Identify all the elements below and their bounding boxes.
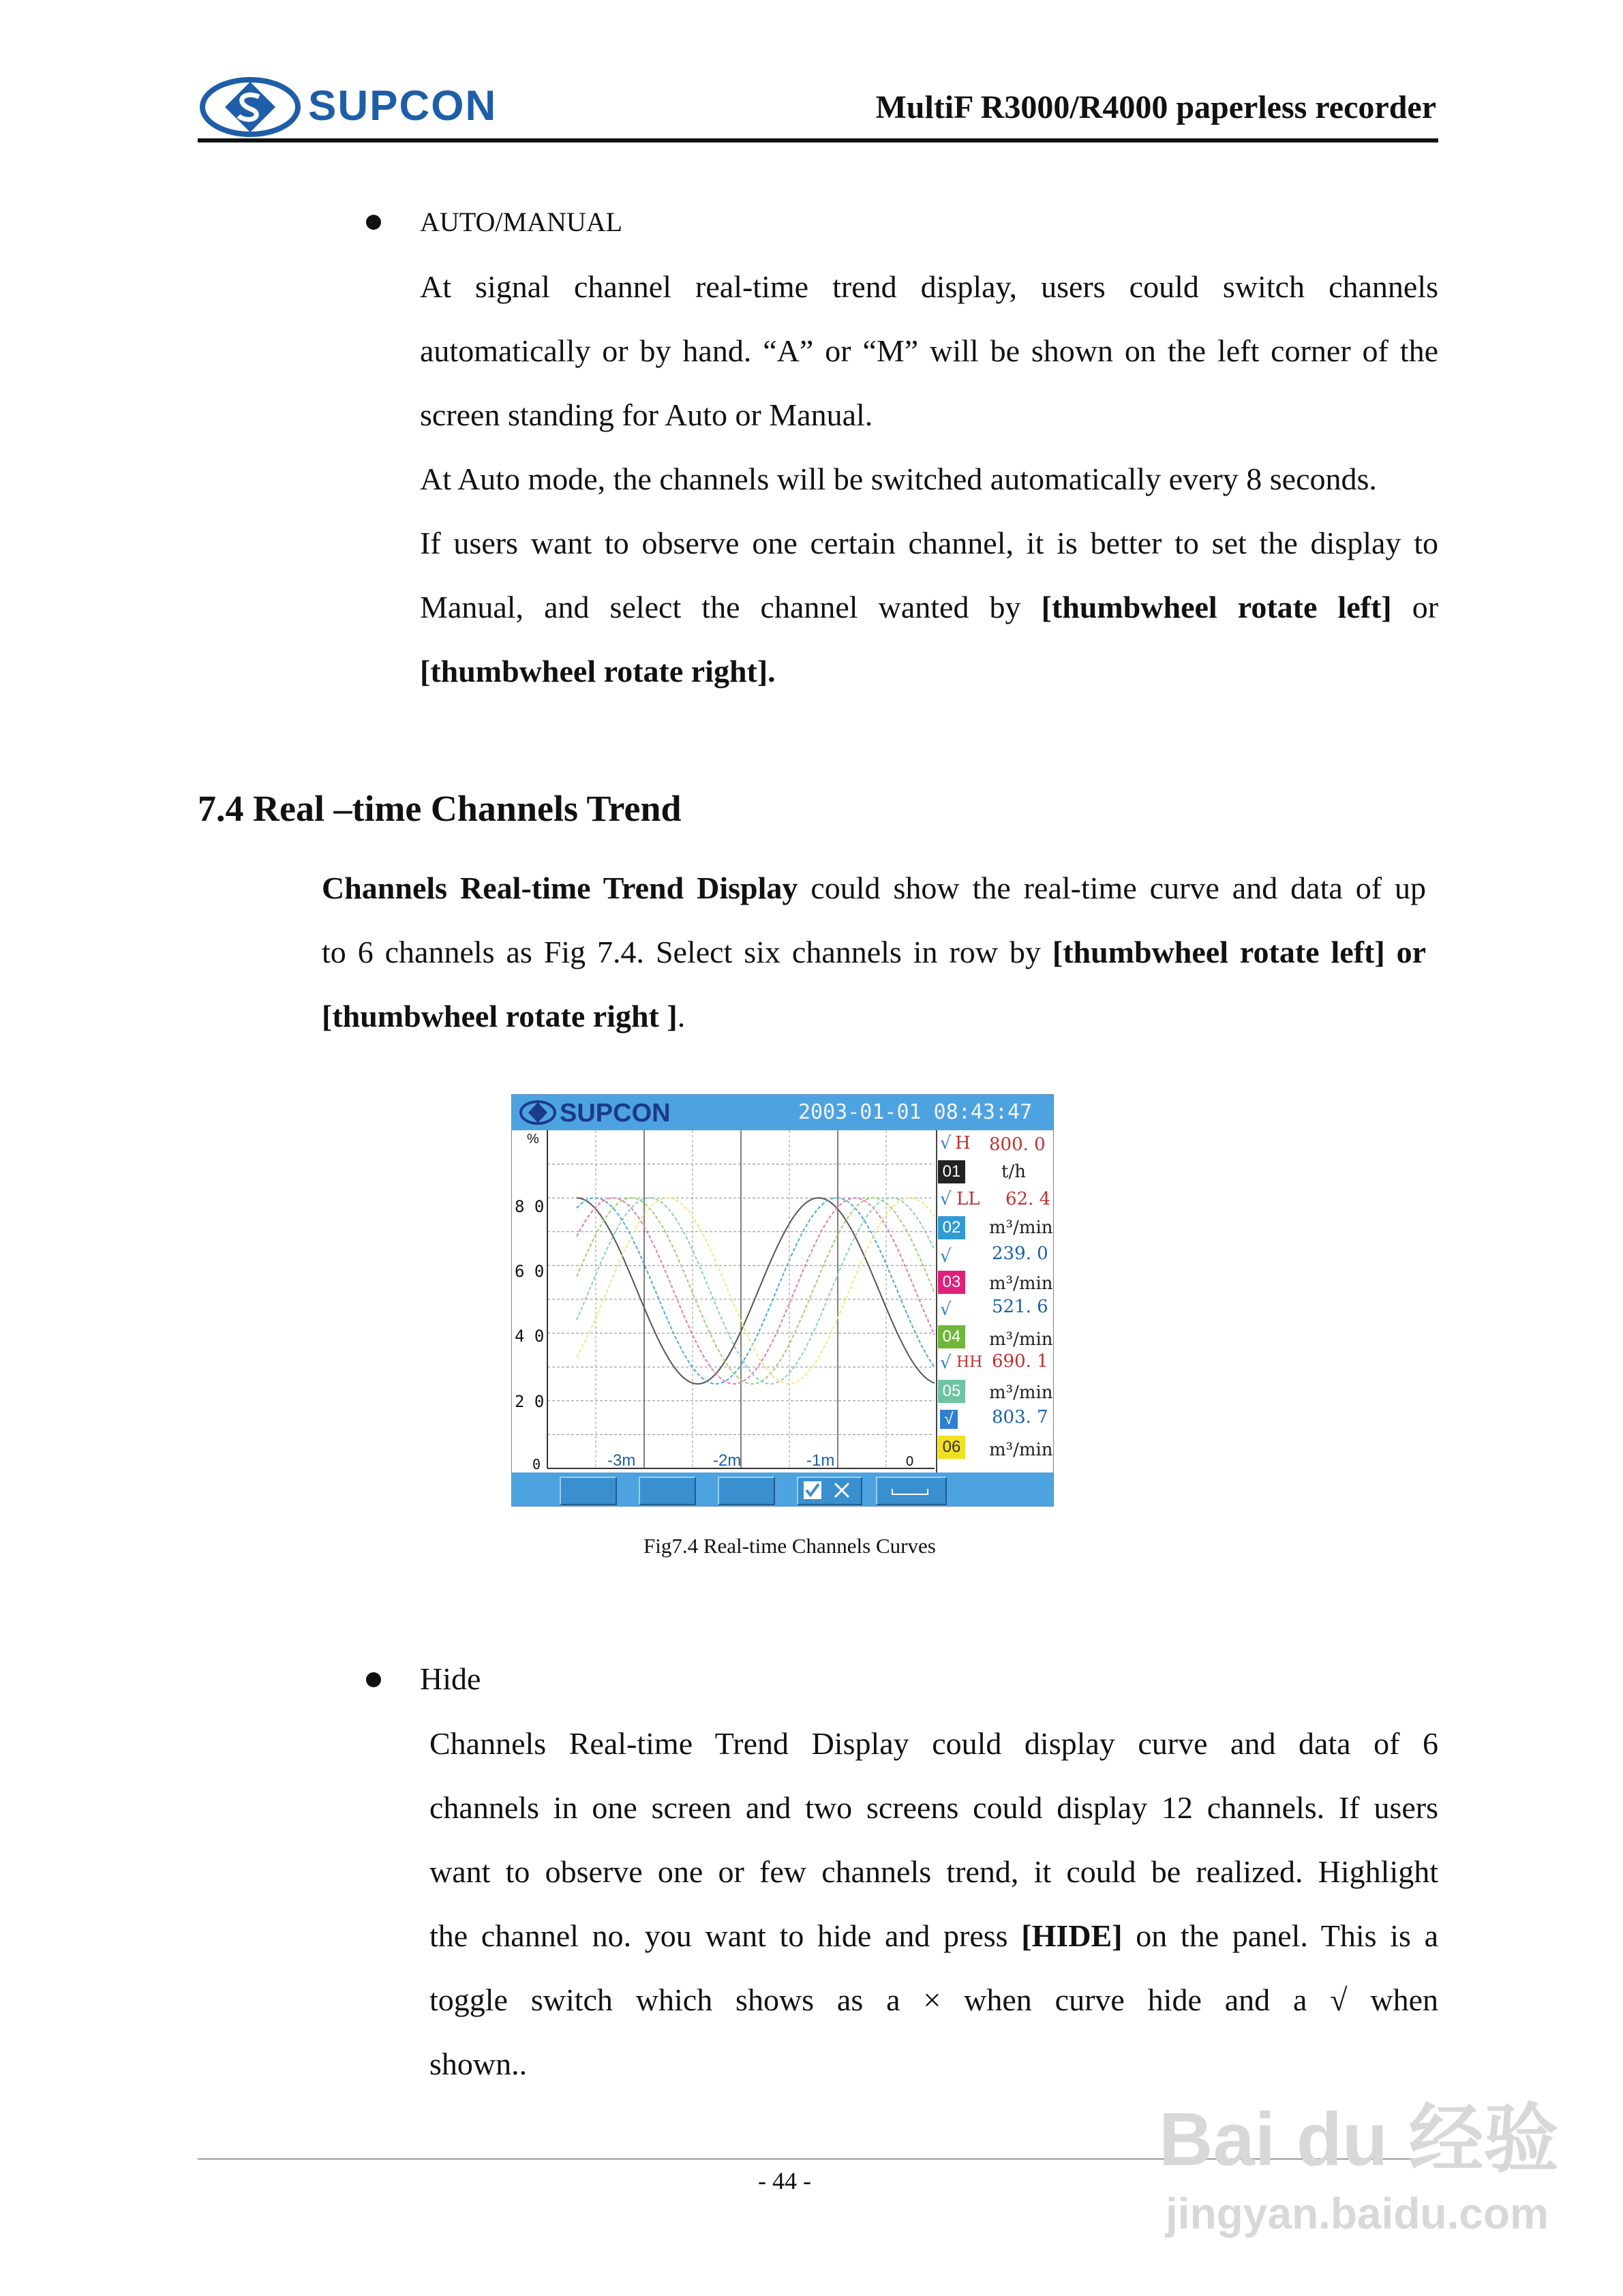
section-body (322, 856, 1426, 1048)
recorder-screen-figure (511, 1094, 1054, 1507)
channel-value: 521. 6 (992, 1297, 1048, 1317)
paragraph-line: channels in one screen and two screens could display 12 channels. If users (429, 1790, 1438, 1825)
channel-value: 690. 1 (992, 1351, 1048, 1372)
channel-number: 04 (938, 1325, 965, 1348)
channel-check: √ (940, 1299, 952, 1320)
hide-heading: Hide (420, 1661, 481, 1696)
softkey-button[interactable] (560, 1477, 617, 1505)
paragraph-line (420, 575, 1438, 639)
paragraph-line (322, 984, 1426, 1048)
auto-manual-body (420, 255, 1438, 704)
y-tick-label: 6 0 (515, 1262, 545, 1281)
channel-alarm: HH (956, 1354, 983, 1371)
line-text: or (1412, 590, 1439, 624)
screen-datetime: 2003-01-01 08:43:47 (798, 1100, 1033, 1124)
channel-unit: m³/min (989, 1383, 1053, 1403)
page-icon (890, 1485, 930, 1498)
channel-check: √ (940, 1353, 952, 1373)
channel-number: 01 (938, 1160, 965, 1183)
checkbox-icon (802, 1480, 823, 1500)
channel-value: 239. 0 (992, 1243, 1048, 1264)
softkey-button[interactable] (876, 1477, 947, 1505)
line-text: could show the real-time curve and data of up (810, 871, 1427, 905)
channel-number: 05 (938, 1380, 965, 1403)
series-line-02 (577, 1198, 935, 1384)
watermark-url: jingyan.baidu.com (1166, 2189, 1549, 2238)
line-text: the channel no. you want to hide and press (429, 1918, 1008, 1953)
channel-check: √ (940, 1133, 952, 1153)
paragraph-line: At Auto mode, the channels will be switched automatically every 8 seconds. (420, 462, 1377, 496)
supcon-emblem-icon (199, 76, 301, 138)
figure-caption: Fig7.4 Real-time Channels Curves (643, 1534, 936, 1558)
paragraph-line: shown.. (429, 2046, 528, 2081)
y-unit-label: % (527, 1132, 539, 1147)
channel-check: √ (940, 1189, 952, 1209)
watermark-brand: Bai du 经验 (1159, 2098, 1559, 2181)
channel-alarm: LL (956, 1189, 980, 1209)
bold-command: [thumbwheel rotate left] or (1052, 935, 1426, 969)
channel-unit: m³/min (989, 1329, 1053, 1350)
bullet-dot (366, 1672, 381, 1687)
line-text: on the panel. This is a (1136, 1918, 1439, 1953)
channel-number: 02 (938, 1216, 965, 1239)
bold-command: [thumbwheel rotate left] (1041, 590, 1392, 624)
channel-check: √ (940, 1246, 952, 1267)
channel-unit: m³/min (989, 1218, 1053, 1238)
channel-number: 06 (938, 1436, 965, 1459)
line-text: to 6 channels as Fig 7.4. Select six channels in row by (322, 935, 1041, 969)
bold-command: [HIDE] (1021, 1918, 1123, 1953)
softkey-button[interactable] (718, 1477, 775, 1505)
page-number: - 44 - (758, 2167, 811, 2194)
y-tick-label: 8 0 (515, 1197, 545, 1216)
channel-value: 62. 4 (1005, 1189, 1051, 1209)
paragraph-line: If users want to observe one certain channel, it is better to set the display to (420, 526, 1438, 560)
section-heading: 7.4 Real –time Channels Trend (198, 788, 682, 829)
channel-unit: m³/min (989, 1273, 1053, 1294)
header-rule (198, 138, 1438, 142)
channel-value: 800. 0 (989, 1134, 1046, 1155)
y-tick-label: 0 (532, 1456, 541, 1472)
paragraph-line: want to observe one or few channels trend, it could be realized. Highlight (429, 1854, 1438, 1889)
paragraph-line: Channels Real-time Trend Display could display curve and data of 6 (429, 1726, 1438, 1761)
paragraph-line (322, 856, 1426, 920)
paragraph-line (322, 920, 1426, 984)
brand-name: SUPCON (308, 82, 498, 130)
paragraph-line: toggle switch which shows as a × when curve hide and a √ when (429, 1982, 1438, 2017)
bold-command: [thumbwheel rotate right]. (420, 654, 776, 689)
y-tick-label: 4 0 (515, 1327, 545, 1346)
channel-unit: t/h (1001, 1162, 1026, 1182)
series-line-06 (577, 1198, 935, 1384)
paragraph-line: screen standing for Auto or Manual. (420, 397, 873, 432)
paragraph-line (429, 1904, 1438, 1968)
series-line-01 (577, 1198, 935, 1384)
series-line-05 (577, 1198, 935, 1384)
bullet-dot (366, 215, 381, 230)
x-tick-label: -1m (806, 1451, 835, 1470)
document-title: MultiF R3000/R4000 paperless recorder (875, 89, 1436, 125)
channel-number: 03 (938, 1271, 965, 1294)
x-tick-label: -2m (713, 1451, 742, 1470)
close-icon (832, 1481, 851, 1500)
softkey-button[interactable] (639, 1477, 696, 1505)
channel-check-box: √ (940, 1410, 958, 1429)
series-line-03 (577, 1198, 935, 1384)
line-text: . (677, 999, 686, 1033)
bold-command: [thumbwheel rotate right ] (322, 999, 678, 1033)
series-line-04 (577, 1198, 935, 1384)
channel-value: 803. 7 (992, 1407, 1048, 1428)
paragraph-line: At signal channel real-time trend display, users could switch channels (420, 269, 1438, 304)
hide-body (429, 1712, 1438, 2096)
x-tick-label: -3m (607, 1451, 636, 1470)
channel-alarm: H (955, 1133, 971, 1153)
hide-toggle-button[interactable] (797, 1477, 862, 1505)
x-tick-label: 0 (906, 1454, 914, 1469)
screen-logo: SUPCON (560, 1099, 671, 1128)
auto-manual-heading: AUTO/MANUAL (420, 207, 623, 237)
bold-term: Channels Real-time Trend Display (322, 871, 798, 905)
line-text: Manual, and select the channel wanted by (420, 590, 1021, 624)
channel-unit: m³/min (989, 1440, 1053, 1460)
y-tick-label: 2 0 (515, 1392, 545, 1411)
paragraph-line: automatically or by hand. “A” or “M” will be shown on the left corner of the (420, 333, 1438, 368)
